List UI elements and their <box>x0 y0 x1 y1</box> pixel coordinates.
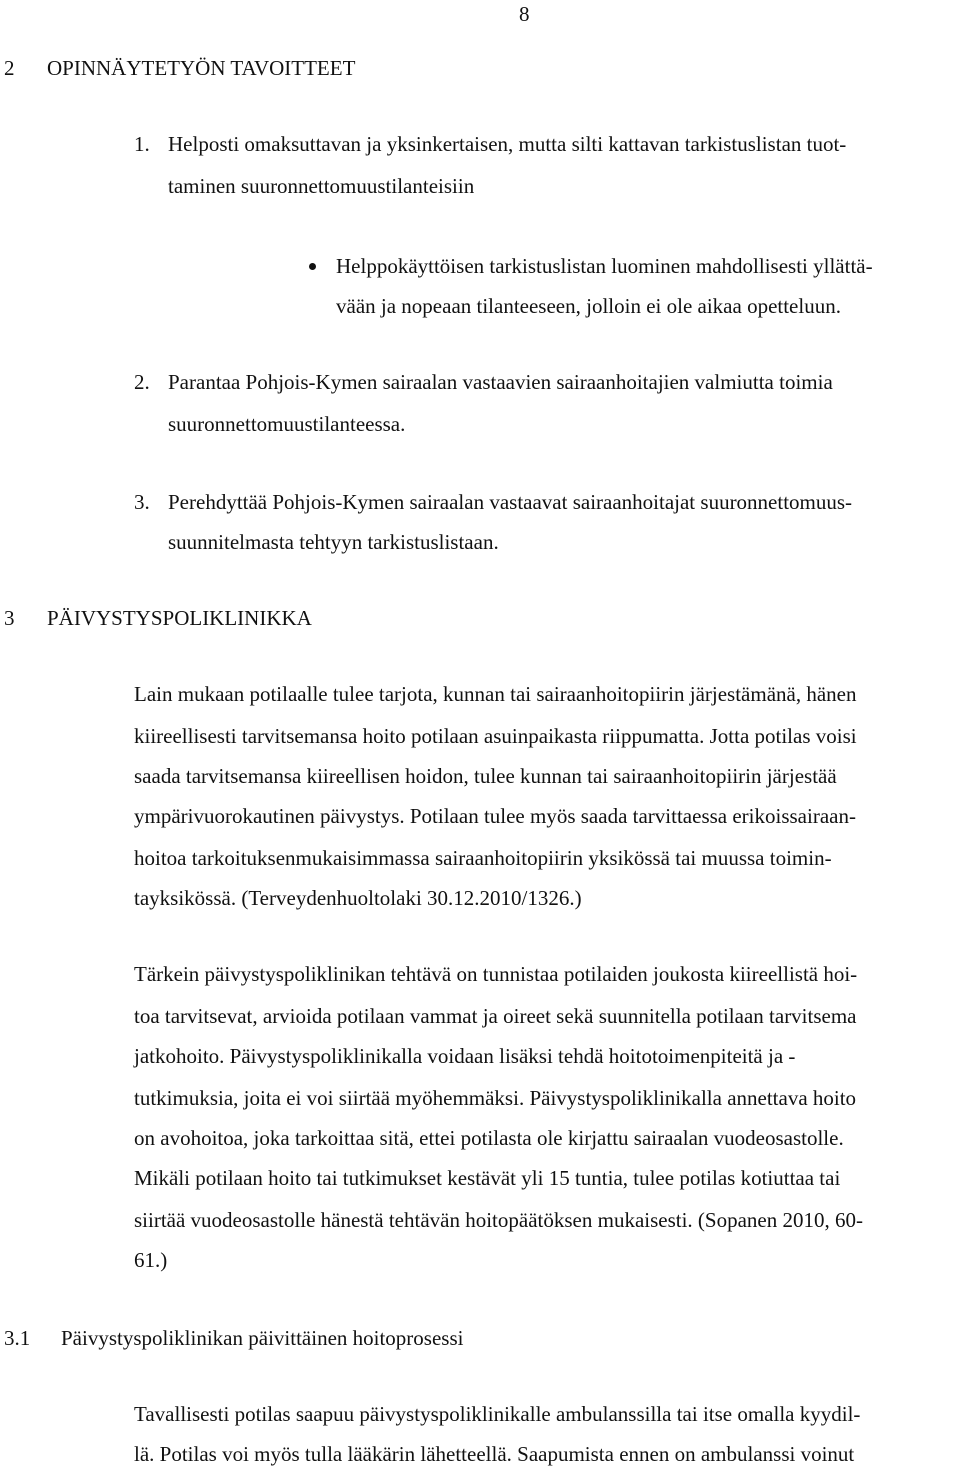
goal-2-line-1: Parantaa Pohjois-Kymen sairaalan vastaavien sairaanhoitajien valmiutta toimia <box>168 370 833 394</box>
paragraph-2-line-5: on avohoitoa, joka tarkoittaa sitä, ettei potilasta ole kirjattu sairaalan vuodeosastolle. <box>134 1126 844 1150</box>
goal-1-line-1: Helposti omaksuttavan ja yksinkertaisen, mutta silti kattavan tarkistuslistan tuot- <box>168 132 847 156</box>
goal-2-number: 2. <box>134 370 150 394</box>
paragraph-1-line-4: ympärivuorokautinen päivystys. Potilaan tulee myös saada tarvittaessa erikoissairaan- <box>134 804 856 828</box>
bullet-icon <box>309 263 316 270</box>
paragraph-1-line-5: hoitoa tarkoituksenmukaisimmassa sairaanhoitopiirin yksikössä tai muussa toimin- <box>134 846 832 870</box>
goal-1-number: 1. <box>134 132 150 156</box>
subsection-line-2: lä. Potilas voi myös tulla lääkärin lähetteellä. Saapumista ennen on ambulanssi voinut <box>134 1442 855 1466</box>
paragraph-2-line-7: siirtää vuodeosastolle hänestä tehtävän hoitopäätöksen mukaisesti. (Sopanen 2010, 60- <box>134 1208 863 1232</box>
goal-3-number: 3. <box>134 490 150 514</box>
paragraph-1-line-6: tayksikössä. (Terveydenhuoltolaki 30.12.2010/1326.) <box>134 886 582 910</box>
subsection-line-1: Tavallisesti potilas saapuu päivystyspoliklinikalle ambulanssilla tai itse omalla kyydil- <box>134 1402 861 1426</box>
paragraph-1-line-3: saada tarvitsemansa kiireellisen hoidon, tulee kunnan tai sairaanhoitopiirin järjestää <box>134 764 837 788</box>
paragraph-1-line-2: kiireellisesti tarvitsemansa hoito potilaan asuinpaikasta riippumatta. Jotta potilas voisi <box>134 724 857 748</box>
goal-1-bullet-line-1: Helppokäyttöisen tarkistuslistan luominen mahdollisesti yllättä- <box>336 254 873 278</box>
section-2-title: OPINNÄYTETYÖN TAVOITTEET <box>47 56 356 80</box>
goal-3-line-2: suunnitelmasta tehtyyn tarkistuslistaan. <box>168 530 499 554</box>
goal-3-line-1: Perehdyttää Pohjois-Kymen sairaalan vastaavat sairaanhoitajat suuronnettomuus- <box>168 490 853 514</box>
paragraph-2-line-6: Mikäli potilaan hoito tai tutkimukset kestävät yli 15 tuntia, tulee potilas kotiuttaa tai <box>134 1166 841 1190</box>
paragraph-2-line-8: 61.) <box>134 1248 168 1272</box>
goal-2-line-2: suuronnettomuustilanteessa. <box>168 412 406 436</box>
paragraph-2-line-1: Tärkein päivystyspoliklinikan tehtävä on tunnistaa potilaiden joukosta kiireellistä hoi- <box>134 962 858 986</box>
section-2-number: 2 <box>4 56 15 80</box>
paragraph-2-line-2: toa tarvitsevat, arvioida potilaan vammat ja oireet sekä suunnitella potilaan tarvitsema <box>134 1004 857 1028</box>
page-number: 8 <box>519 2 530 26</box>
paragraph-2-line-3: jatkohoito. Päivystyspoliklinikalla voidaan lisäksi tehdä hoitotoimenpiteitä ja - <box>134 1044 796 1068</box>
section-3-title: PÄIVYSTYSPOLIKLINIKKA <box>47 606 312 630</box>
subsection-title: Päivystyspoliklinikan päivittäinen hoitoprosessi <box>61 1326 464 1350</box>
paragraph-1-line-1: Lain mukaan potilaalle tulee tarjota, kunnan tai sairaanhoitopiirin järjestämänä, hänen <box>134 682 857 706</box>
subsection-number: 3.1 <box>4 1326 31 1350</box>
goal-1-line-2: taminen suuronnettomuustilanteisiin <box>168 174 475 198</box>
section-3-number: 3 <box>4 606 15 630</box>
goal-1-bullet-line-2: vään ja nopeaan tilanteeseen, jolloin ei ole aikaa opetteluun. <box>336 294 841 318</box>
paragraph-2-line-4: tutkimuksia, joita ei voi siirtää myöhemmäksi. Päivystyspoliklinikalla annettava hoito <box>134 1086 857 1110</box>
